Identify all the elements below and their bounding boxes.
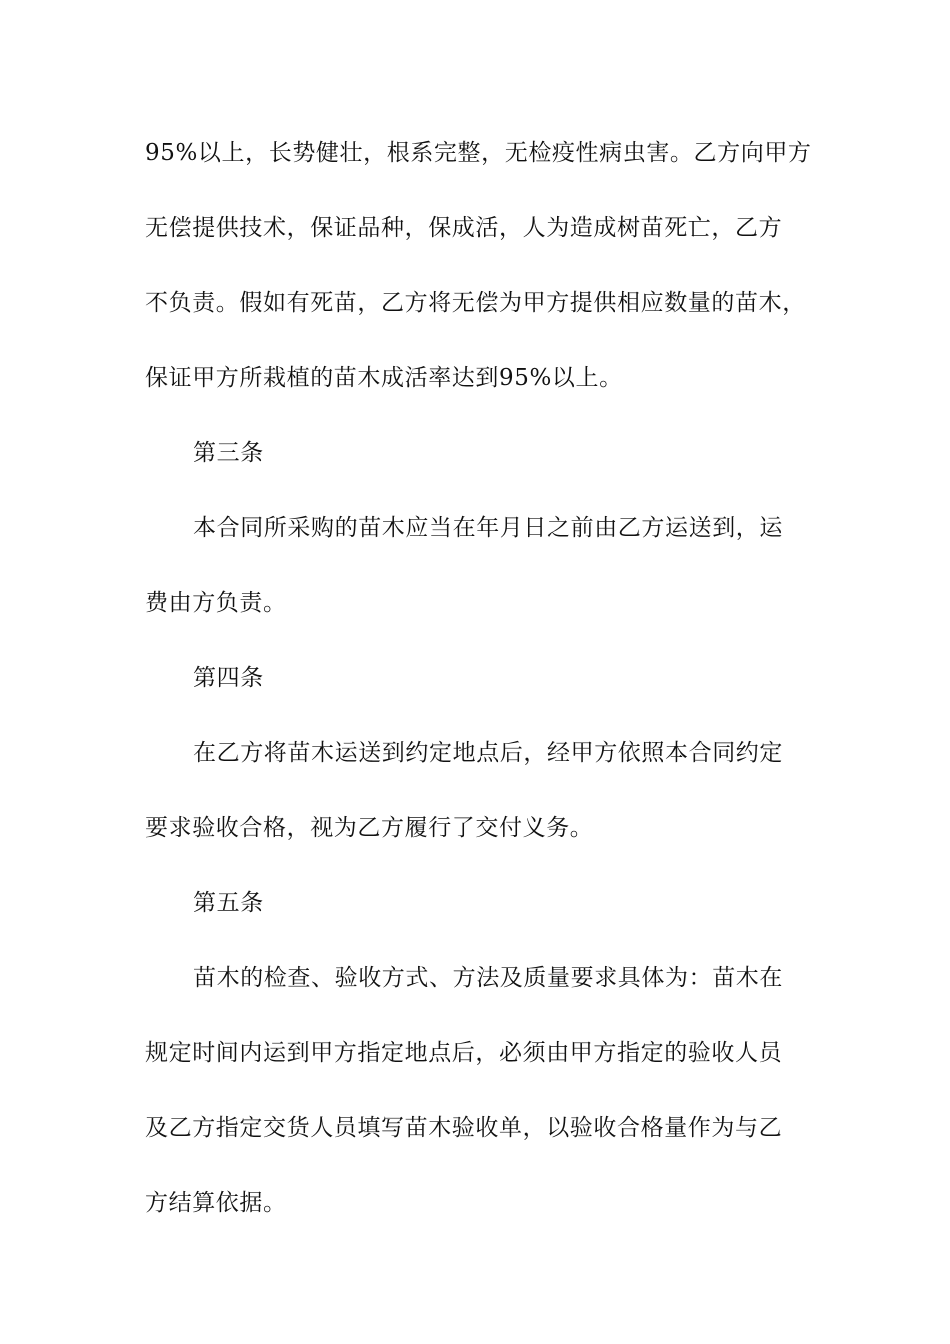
paragraph-line: 无偿提供技术，保证品种，保成活，人为造成树苗死亡，乙方 — [145, 215, 783, 241]
document-body — [145, 128, 825, 1253]
paragraph-line: 本合同所采购的苗木应当在年月日之前由乙方运送到，运 — [193, 515, 783, 541]
article-heading-4: 第四条 — [193, 665, 264, 691]
paragraph-line: 苗木的检查、验收方式、方法及质量要求具体为：苗木在 — [193, 965, 783, 991]
paragraph-line: 95%以上，长势健壮，根系完整，无检疫性病虫害。乙方向甲方 — [145, 140, 812, 166]
article-heading-5: 第五条 — [193, 890, 264, 916]
paragraph-line: 费由方负责。 — [145, 590, 287, 616]
paragraph-line: 要求验收合格，视为乙方履行了交付义务。 — [145, 815, 594, 841]
paragraph-line: 保证甲方所栽植的苗木成活率达到95%以上。 — [145, 365, 623, 391]
paragraph-line: 不负责。假如有死苗，乙方将无偿为甲方提供相应数量的苗木， — [145, 290, 806, 316]
article-heading-3: 第三条 — [193, 440, 264, 466]
paragraph-line: 规定时间内运到甲方指定地点后，必须由甲方指定的验收人员 — [145, 1040, 783, 1066]
paragraph-line: 方结算依据。 — [145, 1190, 287, 1216]
paragraph-line: 在乙方将苗木运送到约定地点后，经甲方依照本合同约定 — [193, 740, 783, 766]
paragraph-line: 及乙方指定交货人员填写苗木验收单，以验收合格量作为与乙 — [145, 1115, 783, 1141]
